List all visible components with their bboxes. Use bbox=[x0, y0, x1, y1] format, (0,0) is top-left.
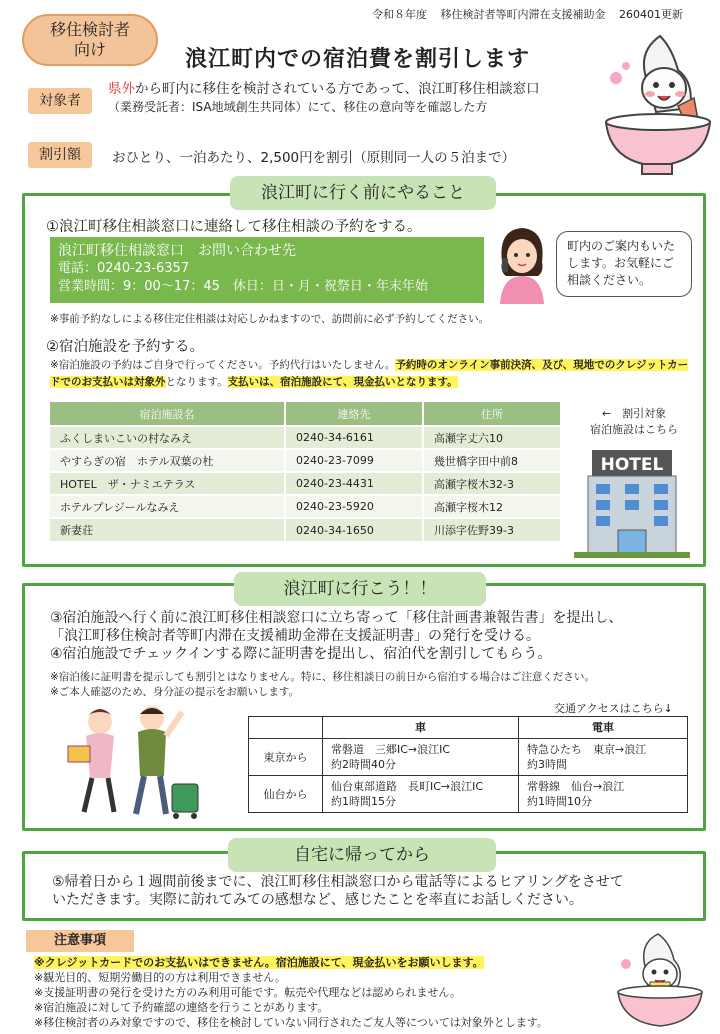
access-car bbox=[323, 739, 519, 776]
section-after-return-heading: 自宅に帰ってから bbox=[228, 838, 496, 872]
after-return-text bbox=[52, 873, 624, 909]
access-city: 仙台から bbox=[249, 776, 323, 813]
discount-description: おひとり、一泊あたり、2,500円を割引（原則同一人の５泊まで） bbox=[112, 150, 516, 166]
access-table bbox=[248, 716, 688, 813]
hotel-name: 新妻荘 bbox=[49, 518, 285, 541]
booking-note-highlight-1: 予約時のオンライン事前決済、及び、現地でのクレジットカードでのお支払いは対象外 bbox=[50, 359, 689, 388]
car-time: 約1時間15分 bbox=[331, 795, 396, 808]
hotel-tel[interactable]: 0240-34-6161 bbox=[285, 426, 423, 449]
hotel-address: 高瀬字丈六10 bbox=[423, 426, 560, 449]
car-route: 常磐道 三郷IC→浪江IC bbox=[331, 743, 451, 756]
booking-note-a: ※宿泊施設の予約はご自身で行ってください。予約代行はいたしません。 bbox=[50, 359, 396, 371]
caution-list bbox=[34, 955, 548, 1030]
id-note: ※ご本人確認のため、身分証の提示をお願いします。 bbox=[50, 686, 300, 698]
contact-info-box bbox=[50, 237, 484, 303]
train-route: 常磐線 仙台→浪江 bbox=[527, 780, 625, 793]
section-visit-heading: 浪江町に行こう！！ bbox=[234, 572, 486, 606]
booking-note-b: となります。 bbox=[165, 376, 228, 388]
section-before-visit-heading: 浪江町に行く前にやること bbox=[230, 176, 496, 210]
visit-steps bbox=[50, 609, 623, 663]
reservation-note: ※事前予約なしによる移住定住相談は対応しかねますので、訪問前に必ず予約してください。 bbox=[50, 313, 490, 325]
mascot-bowl-small-illustration bbox=[612, 930, 708, 1030]
hotel-table bbox=[48, 402, 560, 541]
caution-label: 注意事項 bbox=[26, 930, 134, 952]
car-route: 仙台東部道路 長町IC→浪江IC bbox=[331, 780, 484, 793]
table-row bbox=[249, 776, 688, 813]
access-city: 東京から bbox=[249, 739, 323, 776]
badge-line-2: 向け bbox=[73, 40, 106, 59]
list-item: ※宿泊施設に対して予約確認の連絡を行うことがあります。 bbox=[34, 1001, 329, 1014]
table-row bbox=[249, 739, 688, 776]
update-code: 260401更新 bbox=[619, 8, 683, 21]
table-row bbox=[49, 426, 560, 449]
hotel-sign-text: HOTEL bbox=[600, 455, 664, 475]
hotel-name: ふくしまいこいの村なみえ bbox=[49, 426, 285, 449]
access-car bbox=[323, 776, 519, 813]
travelers-illustration bbox=[64, 702, 204, 822]
table-row bbox=[49, 495, 560, 518]
access-train bbox=[519, 776, 688, 813]
table-row bbox=[49, 449, 560, 472]
target-text-sub: （業務受託者：ISA地域創生共同体）にて、移住の意向等を確認した方 bbox=[108, 100, 488, 114]
caution-highlight: ※クレジットカードでのお支払いはできません。宿泊施設にて、現金払いをお願いします。 bbox=[34, 956, 484, 969]
car-time: 約2時間40分 bbox=[331, 758, 396, 771]
train-time: 約3時間 bbox=[527, 758, 567, 771]
list-item: ※移住検討者のみ対象ですので、移住を検討していない同行されたご友人等については対象外とします。 bbox=[34, 1016, 548, 1029]
hotel-table-header-row bbox=[49, 402, 560, 426]
hotel-tel[interactable]: 0240-23-4431 bbox=[285, 472, 423, 495]
target-description bbox=[108, 80, 540, 116]
access-header-blank bbox=[249, 717, 323, 739]
fiscal-year: 令和８年度 bbox=[372, 8, 427, 21]
target-label: 対象者 bbox=[28, 88, 92, 114]
hotel-address: 高瀬字桜木12 bbox=[423, 495, 560, 518]
target-region-red: 県外 bbox=[108, 81, 135, 97]
hotel-tel[interactable]: 0240-34-1650 bbox=[285, 518, 423, 541]
page-title: 浪江町内での宿泊費を割引します bbox=[185, 47, 531, 72]
mascot-bowl-illustration bbox=[598, 30, 716, 178]
hotel-building-icon bbox=[574, 446, 690, 558]
certificate-note: ※宿泊後に証明書を提示しても割引とはなりません。特に、移住相談日の前日から宿泊する場合はご注意ください。 bbox=[50, 671, 595, 683]
step-2-text: ②宿泊施設を予約する。 bbox=[46, 339, 204, 355]
step-5-line-1: ⑤帰着日から１週間前後までに、浪江町移住相談窓口から電話等によるヒアリングをさせて bbox=[52, 874, 624, 890]
hotel-name: ホテルプレジールなみえ bbox=[49, 495, 285, 518]
access-train bbox=[519, 739, 688, 776]
contact-title: 浪江町移住相談窓口 お問い合わせ先 bbox=[58, 243, 296, 259]
target-audience-badge bbox=[22, 14, 158, 66]
hotel-address: 高瀬字桜木32-3 bbox=[423, 472, 560, 495]
step-3-line-1: ③宿泊施設へ行く前に浪江町移住相談窓口に立ち寄って「移住計画書兼報告書」を提出し、 bbox=[50, 610, 623, 626]
booking-payment-note bbox=[50, 357, 690, 391]
hotel-name: やすらぎの宿 ホテル双葉の杜 bbox=[49, 449, 285, 472]
target-text-main: から町内に移住を検討されている方であって、浪江町移住相談窓口 bbox=[135, 81, 540, 97]
list-item: ※支援証明書の発行を受けた方のみ利用可能です。転売や代理などは認められません。 bbox=[34, 986, 461, 999]
phone-operator-illustration bbox=[494, 224, 550, 304]
hotel-address: 幾世橋字田中前8 bbox=[423, 449, 560, 472]
train-route: 特急ひたち 東京→浪江 bbox=[527, 743, 647, 756]
access-header-train: 電車 bbox=[519, 717, 688, 739]
hotel-header-name: 宿泊施設名 bbox=[49, 402, 285, 426]
hotel-header-address: 住所 bbox=[423, 402, 560, 426]
badge-line-1: 移住検討者 bbox=[49, 20, 130, 39]
step-5-line-2: いただきます。実際に訪れてみての感想など、感じたことを率直にお話しください。 bbox=[52, 892, 583, 908]
hotel-address: 川添字佐野39-3 bbox=[423, 518, 560, 541]
step-1-text: ①浪江町移住相談窓口に連絡して移住相談の予約をする。 bbox=[46, 219, 422, 235]
step-4-text: ④宿泊施設でチェックインする際に証明書を提出し、宿泊代を割引してもらう。 bbox=[50, 646, 552, 662]
access-header-row bbox=[249, 717, 688, 739]
visit-notes bbox=[50, 670, 595, 700]
access-header-car: 車 bbox=[323, 717, 519, 739]
booking-note-highlight-2: 支払いは、宿泊施設にて、現金払いとなります。 bbox=[227, 376, 458, 388]
contact-hours: 営業時間：9：00～17：45 休日：日・月・祝祭日・年末年始 bbox=[58, 279, 428, 294]
table-row bbox=[49, 472, 560, 495]
hotel-tel[interactable]: 0240-23-5920 bbox=[285, 495, 423, 518]
help-speech-bubble: 町内のご案内もいたします。お気軽にご相談ください。 bbox=[556, 231, 692, 297]
discount-hotels-pointer: ← 割引対象 宿泊施設はこちら bbox=[590, 407, 678, 436]
contact-phone[interactable]: 電話：0240-23-6357 bbox=[58, 261, 190, 276]
program-name: 移住検討者等町内滞在支援補助金 bbox=[440, 8, 606, 21]
list-item: ※観光目的、短期労働目的の方は利用できません。 bbox=[34, 971, 286, 984]
access-pointer: 交通アクセスはこちら↓ bbox=[554, 702, 673, 715]
step-3-line-2: 「浪江町移住検討者等町内滞在支援補助金滞在支援証明書」の発行を受ける。 bbox=[50, 628, 540, 644]
hotel-name: HOTEL ザ・ナミエテラス bbox=[49, 472, 285, 495]
document-meta bbox=[372, 6, 693, 22]
hotel-tel[interactable]: 0240-23-7099 bbox=[285, 449, 423, 472]
table-row bbox=[49, 518, 560, 541]
discount-label: 割引額 bbox=[28, 142, 92, 168]
hotel-header-tel: 連絡先 bbox=[285, 402, 423, 426]
train-time: 約1時間10分 bbox=[527, 795, 592, 808]
